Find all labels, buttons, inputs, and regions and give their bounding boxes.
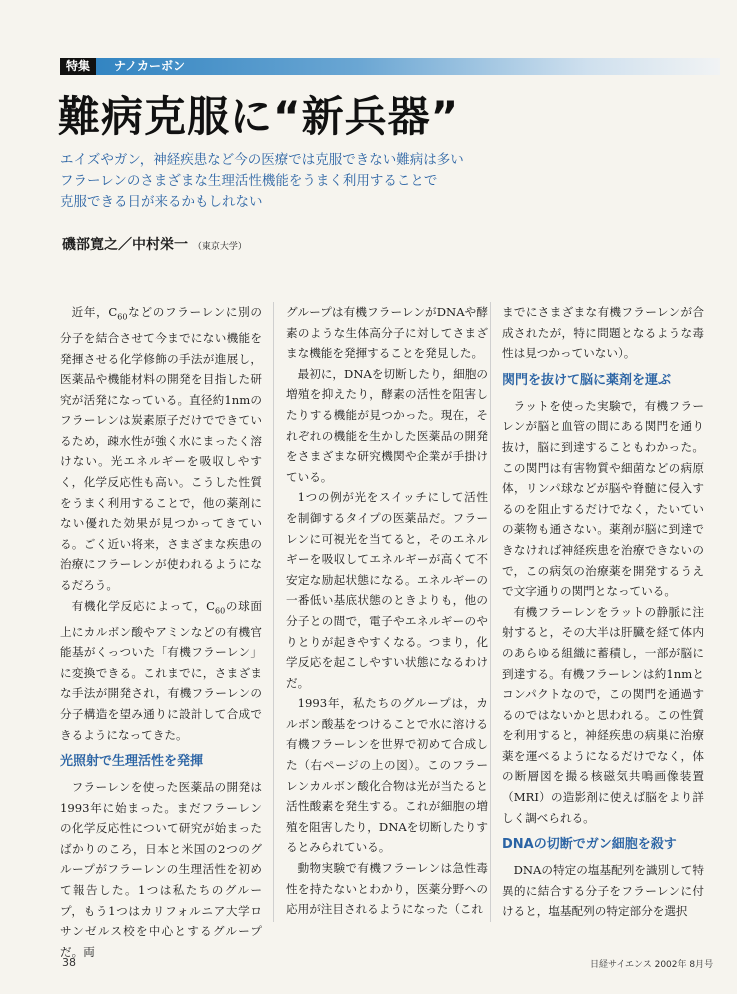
article-title: 難病克服に“新兵器” xyxy=(58,92,460,141)
paragraph: までにさまざまな有機フラーレンが合成されたが，特に問題となるような毒性は見つかっていない）。 xyxy=(502,305,704,361)
paragraph: 最初に，DNAを切断したり，細胞の増殖を抑えたり，酵素の活性を阻害したりする機能が見つかった。現在，それぞれの機能を生かした医薬品の開発をさまざまな研究機関や企業が手掛けている。 xyxy=(286,366,488,484)
feature-topic: ナノカーボン xyxy=(114,59,186,73)
paragraph: 近年，$C_{60}$などのフラーレンに別の分子を結合させて今までにない機能を発揮させる化学修飾の手法が進展し，医薬品や機能材料の開発を目指した研究が活発になっている。直径約1nmのフラーレンは炭素原子だけでできているため，疎水性が強く水にまったく溶けない。光エネルギーを吸収しやすく，化学反応性も高い。こうした性質をうまく利用することで，他の薬剤にない優れた効果が見つかってきている。ごく近い将来，さまざまな疾患の治療にフラーレンが使われるようになるだろう。 xyxy=(60,305,262,593)
publication-source: 日経サイエンス 2002年 8月号 xyxy=(590,960,714,970)
paragraph: 動物実験で有機フラーレンは急性毒性を持たないとわかり，医薬分野への応用が注目されるようになった（これ xyxy=(286,861,488,917)
paragraph: ラットを使った実験で，有機フラーレンが脳と血管の間にある関門を通り抜け，脳に到達することもわかった。この関門は有害物質や細菌などの病原体，リンパ球などが脳や脊髄に侵入するのを阻止するだけでなく，たいていの薬物も通さない。薬剤が脳に到達できなければ神経疾患を治療できないので，この病気の治療薬を開発するうえで文字通りの関門となっている。 xyxy=(502,398,704,599)
feature-tag: 特集 xyxy=(60,58,96,75)
lead-text xyxy=(60,150,720,213)
paragraph: 有機化学反応によって，$C_{60}$の球面上にカルボン酸やアミンなどの有機官能基がくっついた「有機フラーレン」に変換できる。これまでに，さまざまな手法が開発され，有機フラーレンの分子構造を望み通りに設計して合成できるようになってきた。 xyxy=(60,598,262,742)
section-heading: 関門を抜けて脳に薬剤を運ぶ xyxy=(502,372,672,388)
affiliation: （東京大学） xyxy=(192,242,247,252)
section-heading: DNAの切断でガン細胞を殺す xyxy=(502,837,677,853)
paragraph: フラーレンを使った医薬品の開発は1993年に始まった。まだフラーレンの化学反応性について研究が始まったばかりのころ，日本と米国の2つのグループがフラーレンの生理活性を初めて報告した。1つは私たちのグループ，もう1つはカリフォルニア大学ロサンゼルス校を中心とするグループだ。両 xyxy=(60,780,262,959)
column-3 xyxy=(502,302,704,922)
paragraph: 1つの例が光をスイッチにして活性を制御するタイプの医薬品だ。フラーレンに可視光を当てると，そのエネルギーを吸収してエネルギーが高くて不安定な励起状態になる。エネルギーの一番低い基底状態のときよりも，他の分子との間で，電子やエネルギーのやりとりが起きやすくなる。つまり，化学反応を起こしやすい状態になるわけだ。 xyxy=(286,490,488,690)
column-2 xyxy=(286,302,488,920)
authors: 磯部寛之／中村栄一 xyxy=(62,237,188,253)
paragraph: グループは有機フラーレンがDNAや酵素のような生体高分子に対してさまざまな機能を発揮することを発見した。 xyxy=(286,305,488,361)
column-1 xyxy=(60,302,262,962)
column-divider xyxy=(490,302,491,922)
lead-line: エイズやガン，神経疾患など今の医療では克服できない難病は多い xyxy=(60,152,464,168)
paragraph: 1993年，私たちのグループは，カルボン酸基をつけることで水に溶ける有機フラーレンを世界で初めて合成した（右ページの上の図）。このフラーレンカルボン酸化合物は光が当たると活性酸素を発生する。これが細胞の増殖を阻害したり，DNAを切断したりするとみられている。 xyxy=(286,696,488,855)
page-number: 38 xyxy=(62,956,76,969)
lead-line: 克服できる日が来るかもしれない xyxy=(60,194,263,210)
section-heading: 光照射で生理活性を発揮 xyxy=(60,754,204,770)
byline xyxy=(62,234,247,254)
column-divider xyxy=(273,302,274,922)
paragraph: DNAの特定の塩基配列を識別して特異的に結合する分子をフラーレンに付けると，塩基配列の特定部分を選択 xyxy=(502,863,704,919)
lead-line: フラーレンのさまざまな生理活性機能をうまく利用することで xyxy=(60,173,438,189)
paragraph: 有機フラーレンをラットの静脈に注射すると，その大半は肝臓を経て体内のあらゆる組織に蓄積し，一部が脳に到達する。有機フラーレンは約1nmとコンパクトなので，この関門を通過するのではないかと思われる。この性質を利用すると，神経疾患の病巣に治療薬を運べるようになるだけでなく，体の断層図を撮る核磁気共鳴画像装置（MRI）の造影剤に使えば脳をより詳しく調べられる。 xyxy=(502,604,704,825)
